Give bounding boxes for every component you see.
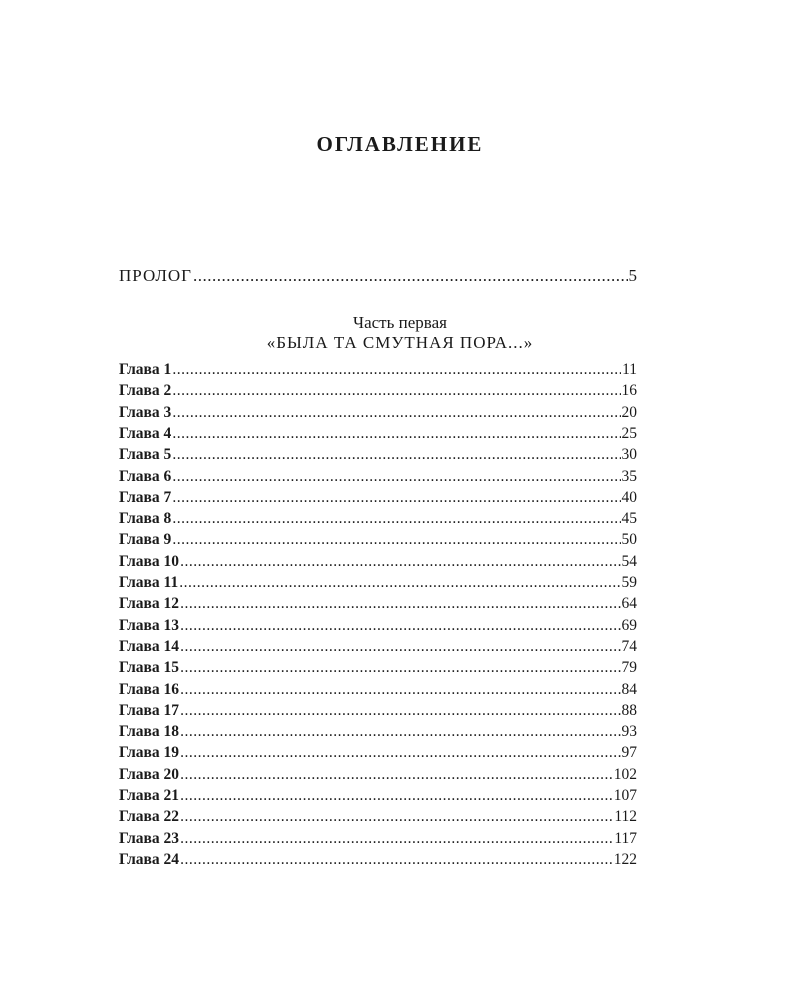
toc-entry-label: Глава 7 [119,488,172,506]
toc-entry-label: Глава 6 [119,467,172,485]
dot-leader [180,681,620,699]
toc-entry-label: Глава 19 [119,744,180,762]
part-title: «БЫЛА ТА СМУТНАЯ ПОРА...» [266,333,534,352]
toc-entry-page: 122 [613,850,637,868]
toc-entry-chapter[interactable] [119,766,637,784]
toc-entry-label: Глава 14 [119,637,180,655]
toc-entry-label: Глава 10 [119,552,180,570]
toc-entry-label: Глава 3 [119,403,172,421]
dot-leader [172,425,620,443]
toc-entry-label: Глава 13 [119,616,180,634]
toc-entry-chapter[interactable] [119,531,637,549]
toc-entry-label: Глава 22 [119,808,180,826]
toc-entry-page: 117 [614,829,637,847]
toc-entry-chapter[interactable] [119,808,637,826]
toc-entry-chapter[interactable] [119,574,637,592]
toc-entry-chapter[interactable] [119,361,637,379]
toc-entry-chapter[interactable] [119,702,637,720]
dot-leader [172,489,620,507]
toc-entry-label: Глава 18 [119,723,180,741]
toc-entry-chapter[interactable] [119,425,637,443]
toc-entry-chapter[interactable] [119,830,637,848]
toc-entry-chapter[interactable] [119,659,637,677]
toc-entry-chapter[interactable] [119,617,637,635]
dot-leader [180,617,620,635]
dot-leader [180,723,620,741]
dot-leader [180,830,613,848]
toc-entry-label: Глава 24 [119,850,180,868]
toc-entry-chapter[interactable] [119,382,637,400]
toc-entry-chapter[interactable] [119,489,637,507]
toc-entry-chapter[interactable] [119,723,637,741]
dot-leader [180,851,613,869]
toc-entry-label: Глава 15 [119,659,180,677]
dot-leader [172,468,620,486]
toc-entry-label: Глава 21 [119,787,180,804]
dot-leader [172,446,620,464]
toc-entry-label: Глава 20 [119,765,180,783]
toc-entry-chapter[interactable] [119,787,637,805]
toc-entry-page: 97 [621,744,637,762]
toc-entry-label: Глава 11 [119,574,179,591]
toc-entry-page: 79 [621,659,637,677]
toc-entry-chapter[interactable] [119,446,637,464]
toc-entry-page: 54 [621,552,637,570]
toc-entry-page: 112 [614,808,637,826]
toc-entry-chapter[interactable] [119,553,637,571]
toc-entry-page: 102 [613,765,637,783]
toc-entry-page: 20 [621,403,637,421]
toc-entry-chapter[interactable] [119,404,637,422]
toc-entry-page: 107 [613,787,637,804]
toc-entry-prologue[interactable] [119,266,637,286]
dot-leader [180,702,620,720]
toc-entry-page: 88 [621,701,637,719]
toc-entry-label: Глава 12 [119,595,180,613]
part-number: Часть первая [353,313,447,332]
dot-leader [172,510,620,528]
toc-entry-label: Глава 23 [119,829,180,847]
toc-entry-page: 30 [621,446,637,464]
toc-entry-page: 50 [621,531,637,549]
dot-leader [180,808,613,826]
toc-entry-page: 40 [621,488,637,506]
toc-entry-chapter[interactable] [119,851,637,869]
toc-entry-page: 25 [621,424,637,442]
toc-entry-chapter[interactable] [119,638,637,656]
dot-leader [180,595,620,613]
dot-leader [172,382,620,400]
toc-entry-label: ПРОЛОГ [119,266,193,285]
toc-entry-page: 5 [628,266,637,285]
toc-entry-page: 59 [621,574,637,591]
toc-entry-page: 16 [621,382,637,400]
dot-leader [180,553,620,571]
toc-entry-label: Глава 9 [119,531,172,549]
toc-entry-label: Глава 8 [119,510,172,528]
toc-entry-page: 84 [621,680,637,698]
toc-entry-label: Глава 1 [119,361,172,378]
toc-entry-page: 45 [621,510,637,528]
dot-leader [172,361,621,379]
toc-entry-chapter[interactable] [119,595,637,613]
toc-entry-page: 11 [622,361,637,378]
dot-leader [180,744,620,762]
toc-entry-label: Глава 16 [119,680,180,698]
dot-leader [180,787,613,805]
toc-entry-label: Глава 2 [119,382,172,400]
toc-entry-page: 69 [621,616,637,634]
toc-entry-label: Глава 17 [119,701,180,719]
dot-leader [180,659,620,677]
chapter-list [0,361,800,881]
toc-entry-page: 93 [621,723,637,741]
toc-entry-page: 64 [621,595,637,613]
toc-entry-page: 35 [621,467,637,485]
dot-leader [180,638,620,656]
toc-entry-chapter[interactable] [119,468,637,486]
toc-entry-chapter[interactable] [119,681,637,699]
page-title: ОГЛАВЛЕНИЕ [316,132,484,156]
dot-leader [172,404,620,422]
toc-entry-label: Глава 5 [119,446,172,464]
toc-entry-chapter[interactable] [119,744,637,762]
toc-entry-page: 74 [621,637,637,655]
toc-entry-chapter[interactable] [119,510,637,528]
dot-leader [179,574,620,592]
dot-leader [193,266,627,286]
dot-leader [180,766,613,784]
dot-leader [172,531,620,549]
toc-entry-label: Глава 4 [119,424,172,442]
